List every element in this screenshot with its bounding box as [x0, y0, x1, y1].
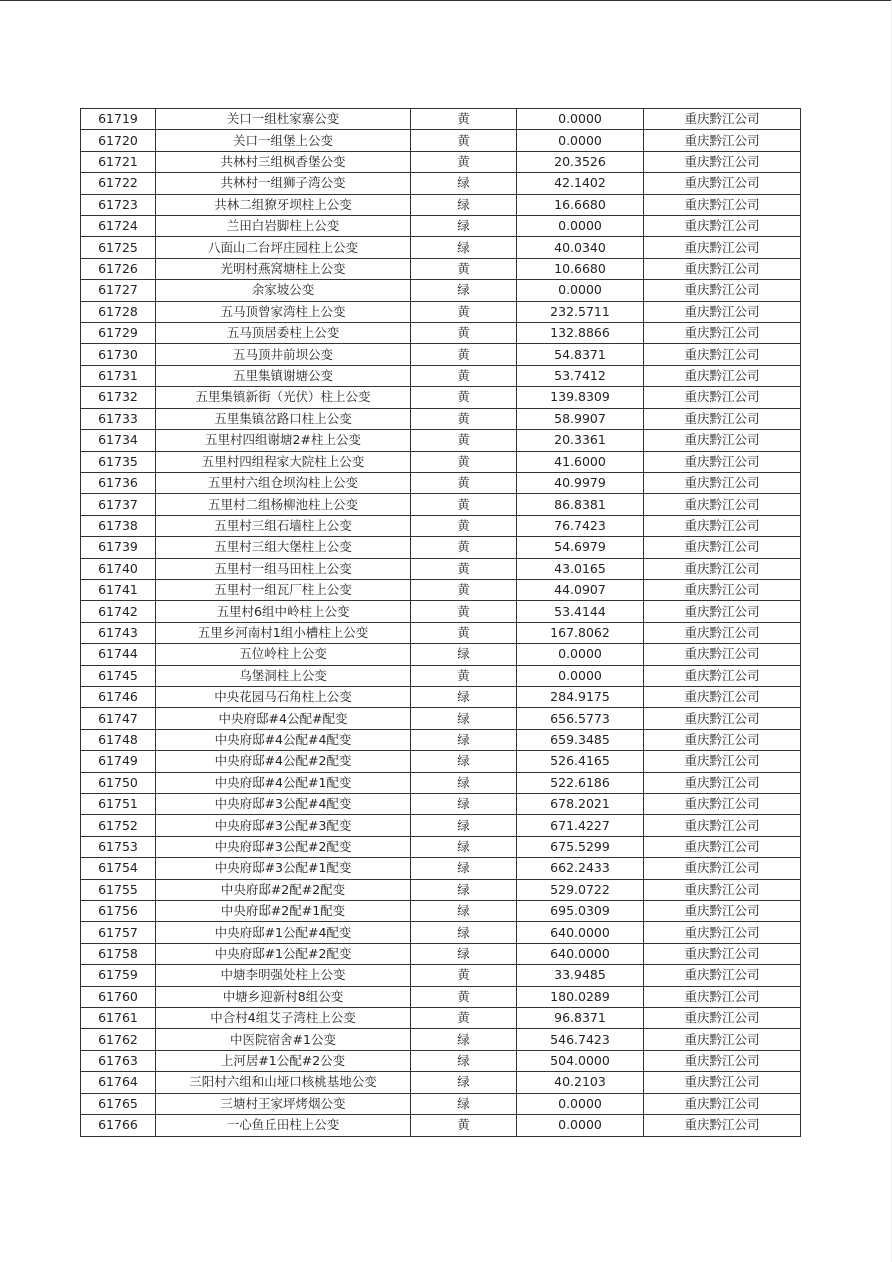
status-color-cell: 黄 [411, 494, 517, 515]
value-cell: 43.0165 [517, 558, 644, 579]
value-cell: 86.8381 [517, 494, 644, 515]
status-color-cell: 绿 [411, 751, 517, 772]
transformer-name-cell: 五里村6组中岭柱上公变 [156, 601, 411, 622]
transformer-name-cell: 关口一组堡上公变 [156, 130, 411, 151]
row-id-cell: 61761 [81, 1008, 156, 1029]
table-row [81, 558, 801, 579]
value-cell: 529.0722 [517, 879, 644, 900]
company-cell: 重庆黔江公司 [644, 665, 801, 686]
table-row [81, 986, 801, 1007]
transformer-name-cell: 五里乡河南村1组小槽柱上公变 [156, 622, 411, 643]
value-cell: 58.9907 [517, 408, 644, 429]
value-cell: 662.2433 [517, 858, 644, 879]
value-cell: 0.0000 [517, 130, 644, 151]
table-row [81, 686, 801, 707]
company-cell: 重庆黔江公司 [644, 365, 801, 386]
row-id-cell: 61737 [81, 494, 156, 515]
value-cell: 0.0000 [517, 109, 644, 130]
row-id-cell: 61765 [81, 1093, 156, 1114]
transformer-name-cell: 中央府邸#4公配#1配变 [156, 772, 411, 793]
company-cell: 重庆黔江公司 [644, 515, 801, 536]
company-cell: 重庆黔江公司 [644, 922, 801, 943]
company-cell: 重庆黔江公司 [644, 387, 801, 408]
status-color-cell: 绿 [411, 173, 517, 194]
row-id-cell: 61736 [81, 472, 156, 493]
status-color-cell: 黄 [411, 986, 517, 1007]
transformer-name-cell: 中央府邸#3公配#1配变 [156, 858, 411, 879]
transformer-name-cell: 余家坡公变 [156, 280, 411, 301]
table-row [81, 772, 801, 793]
row-id-cell: 61748 [81, 729, 156, 750]
value-cell: 0.0000 [517, 280, 644, 301]
table-body [81, 109, 801, 1137]
row-id-cell: 61730 [81, 344, 156, 365]
row-id-cell: 61732 [81, 387, 156, 408]
transformer-name-cell: 五里集镇新街（光伏）柱上公变 [156, 387, 411, 408]
table-row [81, 836, 801, 857]
company-cell: 重庆黔江公司 [644, 943, 801, 964]
company-cell: 重庆黔江公司 [644, 579, 801, 600]
company-cell: 重庆黔江公司 [644, 537, 801, 558]
table-row [81, 879, 801, 900]
table-row [81, 109, 801, 130]
table-row [81, 216, 801, 237]
row-id-cell: 61735 [81, 451, 156, 472]
transformer-name-cell: 五里村一组瓦厂柱上公变 [156, 579, 411, 600]
status-color-cell: 绿 [411, 237, 517, 258]
value-cell: 53.7412 [517, 365, 644, 386]
table-row [81, 1093, 801, 1114]
value-cell: 671.4227 [517, 815, 644, 836]
company-cell: 重庆黔江公司 [644, 130, 801, 151]
status-color-cell: 黄 [411, 537, 517, 558]
company-cell: 重庆黔江公司 [644, 986, 801, 1007]
table-row [81, 579, 801, 600]
company-cell: 重庆黔江公司 [644, 558, 801, 579]
row-id-cell: 61719 [81, 109, 156, 130]
table-row [81, 451, 801, 472]
status-color-cell: 绿 [411, 194, 517, 215]
company-cell: 重庆黔江公司 [644, 1093, 801, 1114]
transformer-name-cell: 三塘村王家坪烤烟公变 [156, 1093, 411, 1114]
transformer-name-cell: 中央府邸#2配#1配变 [156, 901, 411, 922]
status-color-cell: 黄 [411, 323, 517, 344]
table-row [81, 1008, 801, 1029]
company-cell: 重庆黔江公司 [644, 472, 801, 493]
row-id-cell: 61731 [81, 365, 156, 386]
status-color-cell: 绿 [411, 901, 517, 922]
table-row [81, 130, 801, 151]
status-color-cell: 黄 [411, 451, 517, 472]
transformer-name-cell: 关口一组杜家寨公变 [156, 109, 411, 130]
table-row [81, 515, 801, 536]
status-color-cell: 绿 [411, 1072, 517, 1093]
row-id-cell: 61742 [81, 601, 156, 622]
status-color-cell: 黄 [411, 258, 517, 279]
transformer-name-cell: 中塘李明强处柱上公变 [156, 965, 411, 986]
value-cell: 33.9485 [517, 965, 644, 986]
row-id-cell: 61723 [81, 194, 156, 215]
table-row [81, 494, 801, 515]
row-id-cell: 61745 [81, 665, 156, 686]
table-row [81, 794, 801, 815]
value-cell: 0.0000 [517, 1093, 644, 1114]
transformer-name-cell: 中央府邸#2配#2配变 [156, 879, 411, 900]
status-color-cell: 绿 [411, 1050, 517, 1071]
value-cell: 695.0309 [517, 901, 644, 922]
row-id-cell: 61729 [81, 323, 156, 344]
value-cell: 76.7423 [517, 515, 644, 536]
company-cell: 重庆黔江公司 [644, 301, 801, 322]
row-id-cell: 61747 [81, 708, 156, 729]
table-row [81, 472, 801, 493]
company-cell: 重庆黔江公司 [644, 1029, 801, 1050]
company-cell: 重庆黔江公司 [644, 109, 801, 130]
table-row [81, 258, 801, 279]
status-color-cell: 黄 [411, 558, 517, 579]
table-row [81, 858, 801, 879]
row-id-cell: 61733 [81, 408, 156, 429]
table-row [81, 344, 801, 365]
row-id-cell: 61759 [81, 965, 156, 986]
table-row [81, 1115, 801, 1136]
status-color-cell: 黄 [411, 301, 517, 322]
company-cell: 重庆黔江公司 [644, 965, 801, 986]
company-cell: 重庆黔江公司 [644, 836, 801, 857]
status-color-cell: 绿 [411, 772, 517, 793]
table-row [81, 365, 801, 386]
status-color-cell: 绿 [411, 922, 517, 943]
value-cell: 41.6000 [517, 451, 644, 472]
status-color-cell: 绿 [411, 815, 517, 836]
transformer-name-cell: 五里集镇岔路口柱上公变 [156, 408, 411, 429]
status-color-cell: 绿 [411, 280, 517, 301]
value-cell: 284.9175 [517, 686, 644, 707]
table-row [81, 922, 801, 943]
status-color-cell: 黄 [411, 430, 517, 451]
table-row [81, 601, 801, 622]
company-cell: 重庆黔江公司 [644, 408, 801, 429]
value-cell: 40.0340 [517, 237, 644, 258]
transformer-name-cell: 五里村六组仓坝沟柱上公变 [156, 472, 411, 493]
status-color-cell: 黄 [411, 130, 517, 151]
status-color-cell: 黄 [411, 1008, 517, 1029]
table-row [81, 430, 801, 451]
table-row [81, 1072, 801, 1093]
value-cell: 640.0000 [517, 922, 644, 943]
value-cell: 40.9979 [517, 472, 644, 493]
company-cell: 重庆黔江公司 [644, 194, 801, 215]
row-id-cell: 61725 [81, 237, 156, 258]
row-id-cell: 61727 [81, 280, 156, 301]
transformer-name-cell: 五里村三组大堡柱上公变 [156, 537, 411, 558]
status-color-cell: 黄 [411, 151, 517, 172]
company-cell: 重庆黔江公司 [644, 858, 801, 879]
status-color-cell: 黄 [411, 1115, 517, 1136]
table-row [81, 901, 801, 922]
row-id-cell: 61746 [81, 686, 156, 707]
transformer-name-cell: 上河居#1公配#2公变 [156, 1050, 411, 1071]
transformer-name-cell: 兰田白岩脚柱上公变 [156, 216, 411, 237]
row-id-cell: 61757 [81, 922, 156, 943]
transformer-name-cell: 中央府邸#1公配#2配变 [156, 943, 411, 964]
table-row [81, 815, 801, 836]
row-id-cell: 61724 [81, 216, 156, 237]
value-cell: 40.2103 [517, 1072, 644, 1093]
transformer-name-cell: 三阳村六组和山垭口核桃基地公变 [156, 1072, 411, 1093]
status-color-cell: 绿 [411, 1093, 517, 1114]
row-id-cell: 61764 [81, 1072, 156, 1093]
status-color-cell: 绿 [411, 836, 517, 857]
status-color-cell: 黄 [411, 622, 517, 643]
row-id-cell: 61722 [81, 173, 156, 194]
status-color-cell: 黄 [411, 601, 517, 622]
table-row [81, 965, 801, 986]
company-cell: 重庆黔江公司 [644, 879, 801, 900]
value-cell: 659.3485 [517, 729, 644, 750]
row-id-cell: 61750 [81, 772, 156, 793]
row-id-cell: 61741 [81, 579, 156, 600]
row-id-cell: 61753 [81, 836, 156, 857]
company-cell: 重庆黔江公司 [644, 794, 801, 815]
transformer-name-cell: 五里村四组程家大院柱上公变 [156, 451, 411, 472]
table-row [81, 537, 801, 558]
status-color-cell: 绿 [411, 943, 517, 964]
transformer-name-cell: 中央府邸#4公配#2配变 [156, 751, 411, 772]
row-id-cell: 61760 [81, 986, 156, 1007]
value-cell: 546.7423 [517, 1029, 644, 1050]
status-color-cell: 绿 [411, 858, 517, 879]
table-row [81, 323, 801, 344]
row-id-cell: 61744 [81, 644, 156, 665]
company-cell: 重庆黔江公司 [644, 1008, 801, 1029]
transformer-name-cell: 中医院宿舍#1公变 [156, 1029, 411, 1050]
transformer-name-cell: 光明村燕窝塘柱上公变 [156, 258, 411, 279]
status-color-cell: 绿 [411, 1029, 517, 1050]
table-row [81, 644, 801, 665]
company-cell: 重庆黔江公司 [644, 173, 801, 194]
company-cell: 重庆黔江公司 [644, 237, 801, 258]
transformer-name-cell: 五马顶居委柱上公变 [156, 323, 411, 344]
company-cell: 重庆黔江公司 [644, 451, 801, 472]
company-cell: 重庆黔江公司 [644, 1115, 801, 1136]
status-color-cell: 黄 [411, 472, 517, 493]
row-id-cell: 61754 [81, 858, 156, 879]
value-cell: 20.3526 [517, 151, 644, 172]
table-row [81, 1050, 801, 1071]
company-cell: 重庆黔江公司 [644, 258, 801, 279]
value-cell: 0.0000 [517, 216, 644, 237]
status-color-cell: 黄 [411, 109, 517, 130]
status-color-cell: 绿 [411, 708, 517, 729]
table-row [81, 173, 801, 194]
page-top-border [0, 0, 892, 1]
transformer-name-cell: 五里村二组杨柳池柱上公变 [156, 494, 411, 515]
value-cell: 167.8062 [517, 622, 644, 643]
company-cell: 重庆黔江公司 [644, 901, 801, 922]
table-row [81, 237, 801, 258]
value-cell: 139.8309 [517, 387, 644, 408]
status-color-cell: 绿 [411, 686, 517, 707]
row-id-cell: 61740 [81, 558, 156, 579]
value-cell: 96.8371 [517, 1008, 644, 1029]
transformer-name-cell: 中央府邸#1公配#4配变 [156, 922, 411, 943]
row-id-cell: 61755 [81, 879, 156, 900]
company-cell: 重庆黔江公司 [644, 494, 801, 515]
transformer-name-cell: 中央府邸#3公配#2配变 [156, 836, 411, 857]
table-row [81, 665, 801, 686]
company-cell: 重庆黔江公司 [644, 344, 801, 365]
status-color-cell: 黄 [411, 965, 517, 986]
value-cell: 526.4165 [517, 751, 644, 772]
transformer-name-cell: 一心鱼丘田柱上公变 [156, 1115, 411, 1136]
status-color-cell: 黄 [411, 665, 517, 686]
table-row [81, 943, 801, 964]
table-row [81, 408, 801, 429]
value-cell: 656.5773 [517, 708, 644, 729]
value-cell: 0.0000 [517, 1115, 644, 1136]
company-cell: 重庆黔江公司 [644, 216, 801, 237]
company-cell: 重庆黔江公司 [644, 430, 801, 451]
company-cell: 重庆黔江公司 [644, 729, 801, 750]
table-row [81, 280, 801, 301]
status-color-cell: 绿 [411, 216, 517, 237]
transformer-name-cell: 共林二组獠牙坝柱上公变 [156, 194, 411, 215]
row-id-cell: 61720 [81, 130, 156, 151]
transformer-name-cell: 中央花园马石角柱上公变 [156, 686, 411, 707]
value-cell: 54.6979 [517, 537, 644, 558]
table-row [81, 729, 801, 750]
table-row [81, 301, 801, 322]
row-id-cell: 61766 [81, 1115, 156, 1136]
status-color-cell: 绿 [411, 729, 517, 750]
table-row [81, 194, 801, 215]
row-id-cell: 61728 [81, 301, 156, 322]
company-cell: 重庆黔江公司 [644, 1072, 801, 1093]
table-row [81, 708, 801, 729]
value-cell: 132.8866 [517, 323, 644, 344]
company-cell: 重庆黔江公司 [644, 323, 801, 344]
row-id-cell: 61752 [81, 815, 156, 836]
transformer-name-cell: 五马顶井前坝公变 [156, 344, 411, 365]
value-cell: 54.8371 [517, 344, 644, 365]
value-cell: 0.0000 [517, 665, 644, 686]
transformer-name-cell: 五马顶曾家湾柱上公变 [156, 301, 411, 322]
value-cell: 522.6186 [517, 772, 644, 793]
value-cell: 675.5299 [517, 836, 644, 857]
value-cell: 678.2021 [517, 794, 644, 815]
transformer-name-cell: 中合村4组艾子湾柱上公变 [156, 1008, 411, 1029]
company-cell: 重庆黔江公司 [644, 1050, 801, 1071]
status-color-cell: 黄 [411, 408, 517, 429]
transformer-name-cell: 中央府邸#3公配#3配变 [156, 815, 411, 836]
status-color-cell: 黄 [411, 515, 517, 536]
transformer-name-cell: 中央府邸#3公配#4配变 [156, 794, 411, 815]
transformer-name-cell: 五里村四组谢塘2#柱上公变 [156, 430, 411, 451]
transformer-name-cell: 乌堡洞柱上公变 [156, 665, 411, 686]
row-id-cell: 61726 [81, 258, 156, 279]
value-cell: 42.1402 [517, 173, 644, 194]
value-cell: 10.6680 [517, 258, 644, 279]
company-cell: 重庆黔江公司 [644, 772, 801, 793]
transformer-name-cell: 八面山二台坪庄园柱上公变 [156, 237, 411, 258]
transformer-name-cell: 五里集镇谢塘公变 [156, 365, 411, 386]
transformer-name-cell: 中央府邸#4公配#4配变 [156, 729, 411, 750]
table-row [81, 387, 801, 408]
transformer-name-cell: 五里村三组石墙柱上公变 [156, 515, 411, 536]
value-cell: 44.0907 [517, 579, 644, 600]
table-row [81, 622, 801, 643]
transformer-name-cell: 中央府邸#4公配#配变 [156, 708, 411, 729]
row-id-cell: 61749 [81, 751, 156, 772]
row-id-cell: 61751 [81, 794, 156, 815]
company-cell: 重庆黔江公司 [644, 708, 801, 729]
company-cell: 重庆黔江公司 [644, 280, 801, 301]
value-cell: 16.6680 [517, 194, 644, 215]
transformer-name-cell: 中塘乡迎新村8组公变 [156, 986, 411, 1007]
value-cell: 0.0000 [517, 644, 644, 665]
company-cell: 重庆黔江公司 [644, 815, 801, 836]
company-cell: 重庆黔江公司 [644, 644, 801, 665]
company-cell: 重庆黔江公司 [644, 751, 801, 772]
company-cell: 重庆黔江公司 [644, 151, 801, 172]
status-color-cell: 黄 [411, 387, 517, 408]
company-cell: 重庆黔江公司 [644, 686, 801, 707]
table-row [81, 1029, 801, 1050]
row-id-cell: 61743 [81, 622, 156, 643]
value-cell: 640.0000 [517, 943, 644, 964]
status-color-cell: 绿 [411, 644, 517, 665]
table-row [81, 751, 801, 772]
value-cell: 232.5711 [517, 301, 644, 322]
status-color-cell: 绿 [411, 794, 517, 815]
company-cell: 重庆黔江公司 [644, 622, 801, 643]
value-cell: 504.0000 [517, 1050, 644, 1071]
transformer-data-table [80, 108, 801, 1137]
value-cell: 180.0289 [517, 986, 644, 1007]
row-id-cell: 61756 [81, 901, 156, 922]
value-cell: 20.3361 [517, 430, 644, 451]
status-color-cell: 黄 [411, 579, 517, 600]
status-color-cell: 绿 [411, 879, 517, 900]
table-row [81, 151, 801, 172]
row-id-cell: 61734 [81, 430, 156, 451]
transformer-name-cell: 共林村一组狮子湾公变 [156, 173, 411, 194]
row-id-cell: 61762 [81, 1029, 156, 1050]
status-color-cell: 黄 [411, 344, 517, 365]
row-id-cell: 61739 [81, 537, 156, 558]
row-id-cell: 61763 [81, 1050, 156, 1071]
row-id-cell: 61738 [81, 515, 156, 536]
transformer-name-cell: 五位岭柱上公变 [156, 644, 411, 665]
company-cell: 重庆黔江公司 [644, 601, 801, 622]
value-cell: 53.4144 [517, 601, 644, 622]
transformer-name-cell: 共林村三组枫香堡公变 [156, 151, 411, 172]
row-id-cell: 61721 [81, 151, 156, 172]
transformer-name-cell: 五里村一组马田柱上公变 [156, 558, 411, 579]
row-id-cell: 61758 [81, 943, 156, 964]
status-color-cell: 黄 [411, 365, 517, 386]
